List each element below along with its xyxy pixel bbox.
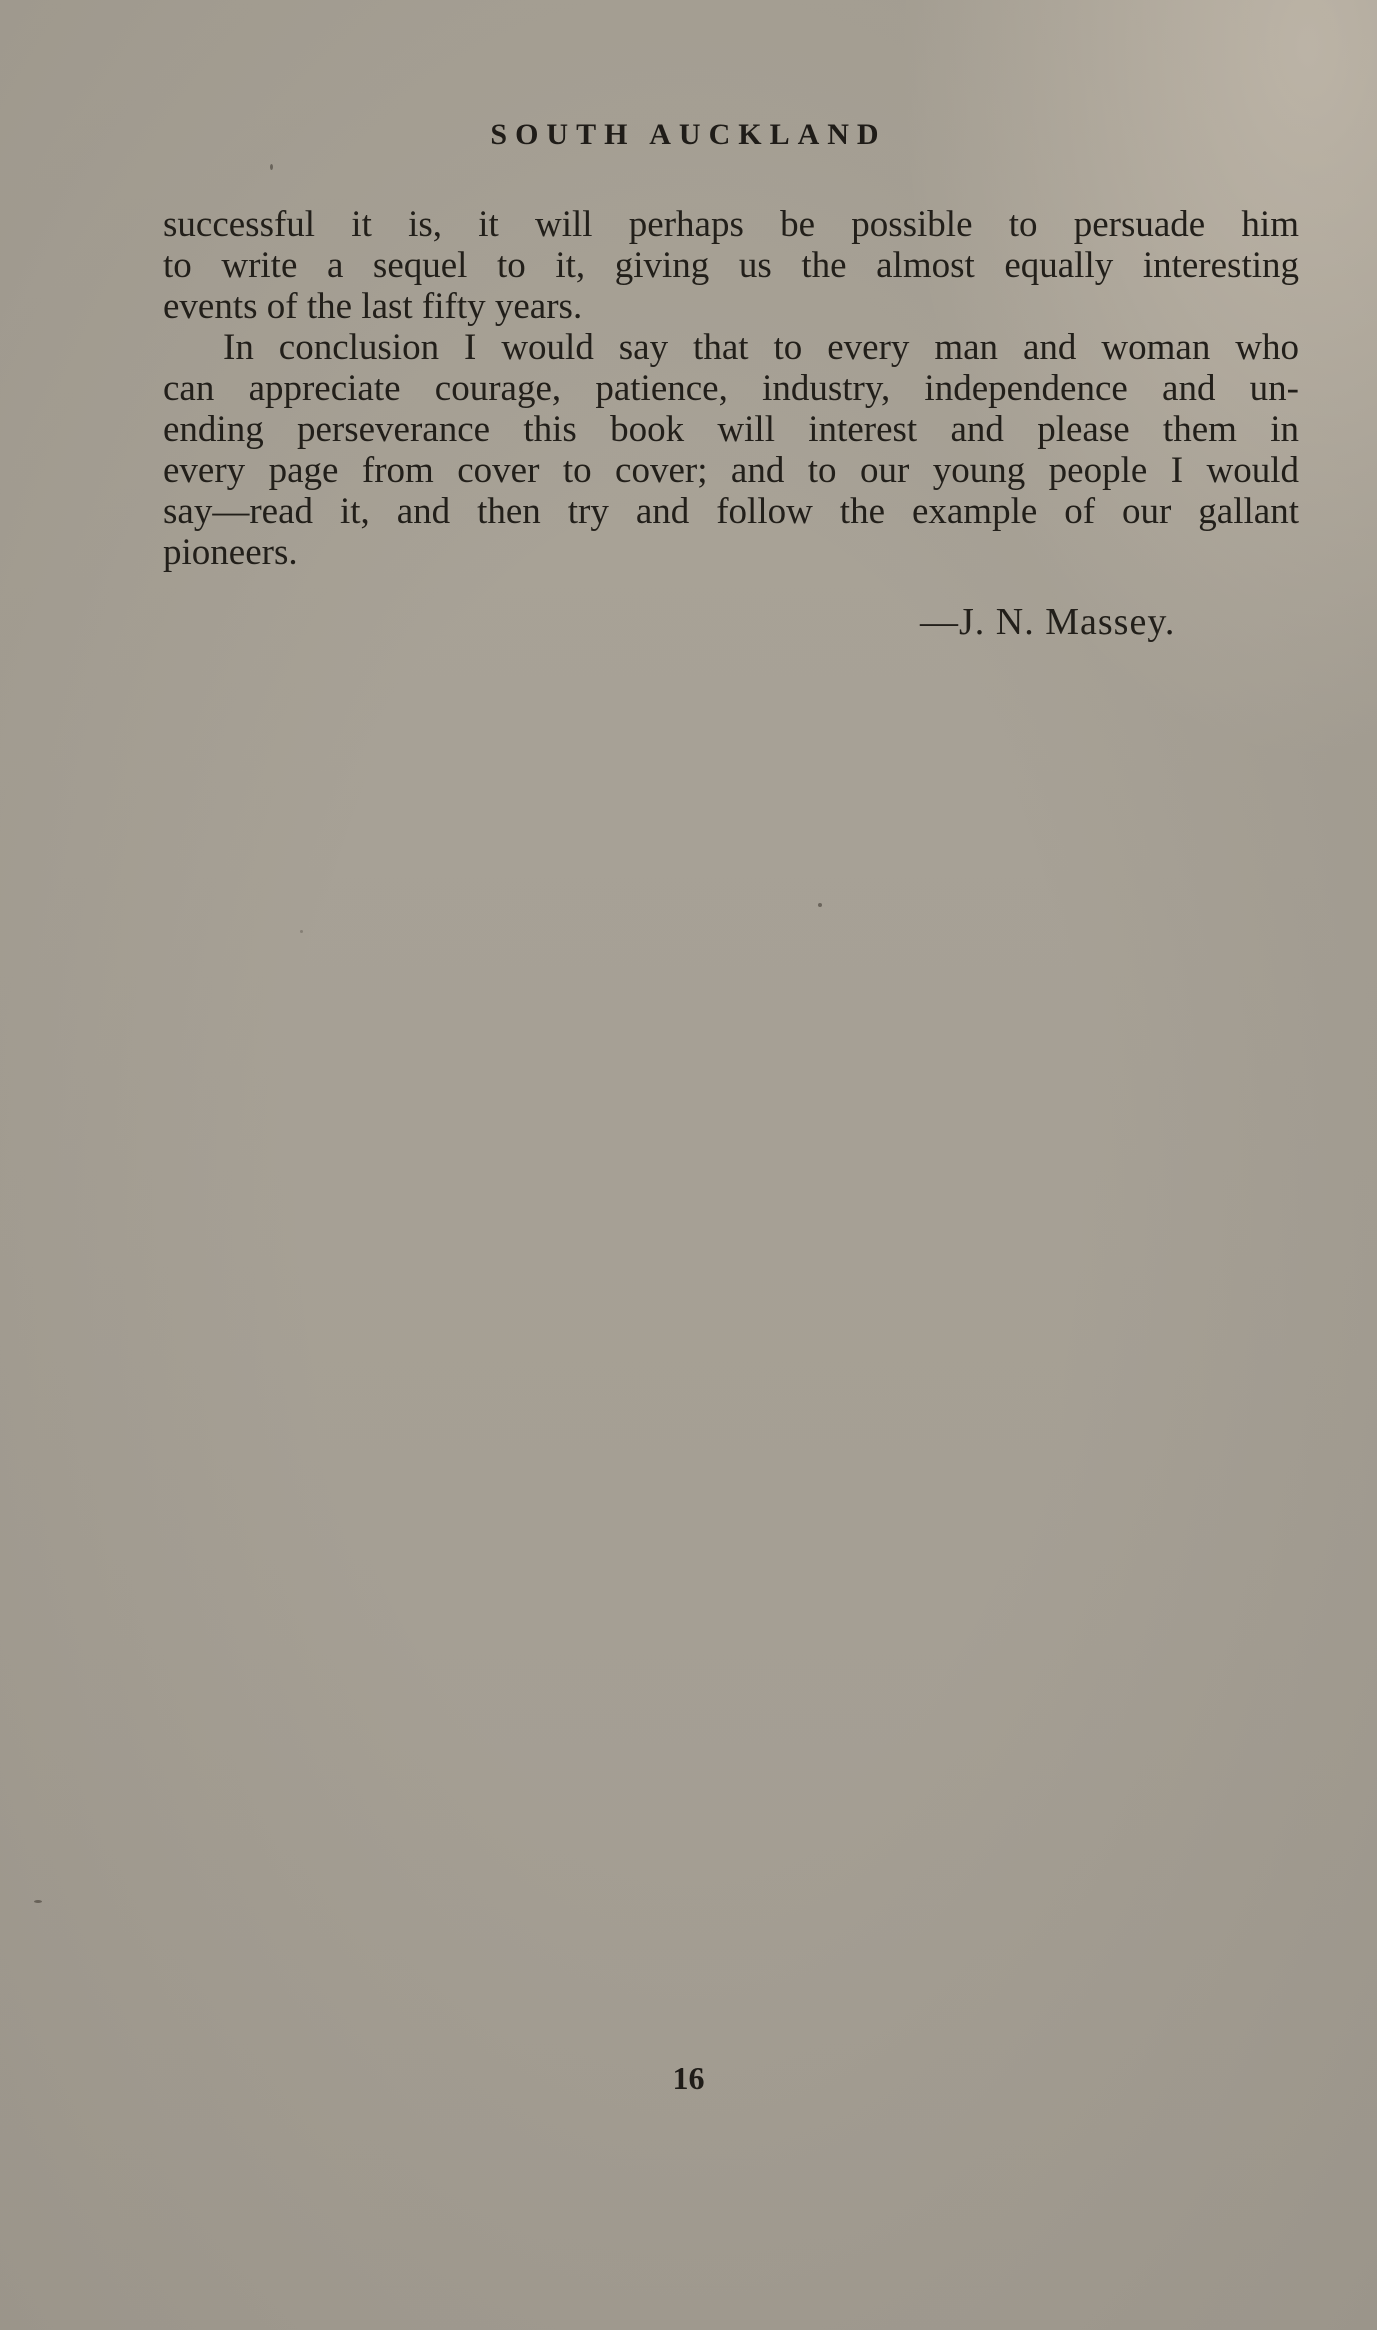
- page-number: 16: [672, 2060, 705, 2096]
- text-line: In conclusion I would say that to every man and woman who: [223, 327, 1299, 368]
- text-line: to write a sequel to it, giving us the almost equally interesting: [163, 245, 1299, 286]
- paper-speck: [818, 903, 822, 907]
- body-text: [163, 204, 1299, 573]
- text-line: successful it is, it will perhaps be possible to persuade him: [163, 204, 1299, 245]
- text-line: every page from cover to cover; and to our young people I would: [163, 450, 1299, 491]
- paper-speck: [300, 930, 303, 933]
- text-line: say—read it, and then try and follow the example of our gallant: [163, 491, 1299, 532]
- running-head: SOUTH AUCKLAND: [490, 118, 887, 151]
- paper-speck: [34, 1900, 42, 1903]
- paper-speck: [270, 164, 273, 170]
- text-line: ending perseverance this book will interest and please them in: [163, 409, 1299, 450]
- text-line: can appreciate courage, patience, industry, independence and un-: [163, 368, 1299, 409]
- signature: —J. N. Massey.: [920, 601, 1176, 643]
- text-line: pioneers.: [163, 532, 298, 573]
- text-line: events of the last fifty years.: [163, 286, 583, 327]
